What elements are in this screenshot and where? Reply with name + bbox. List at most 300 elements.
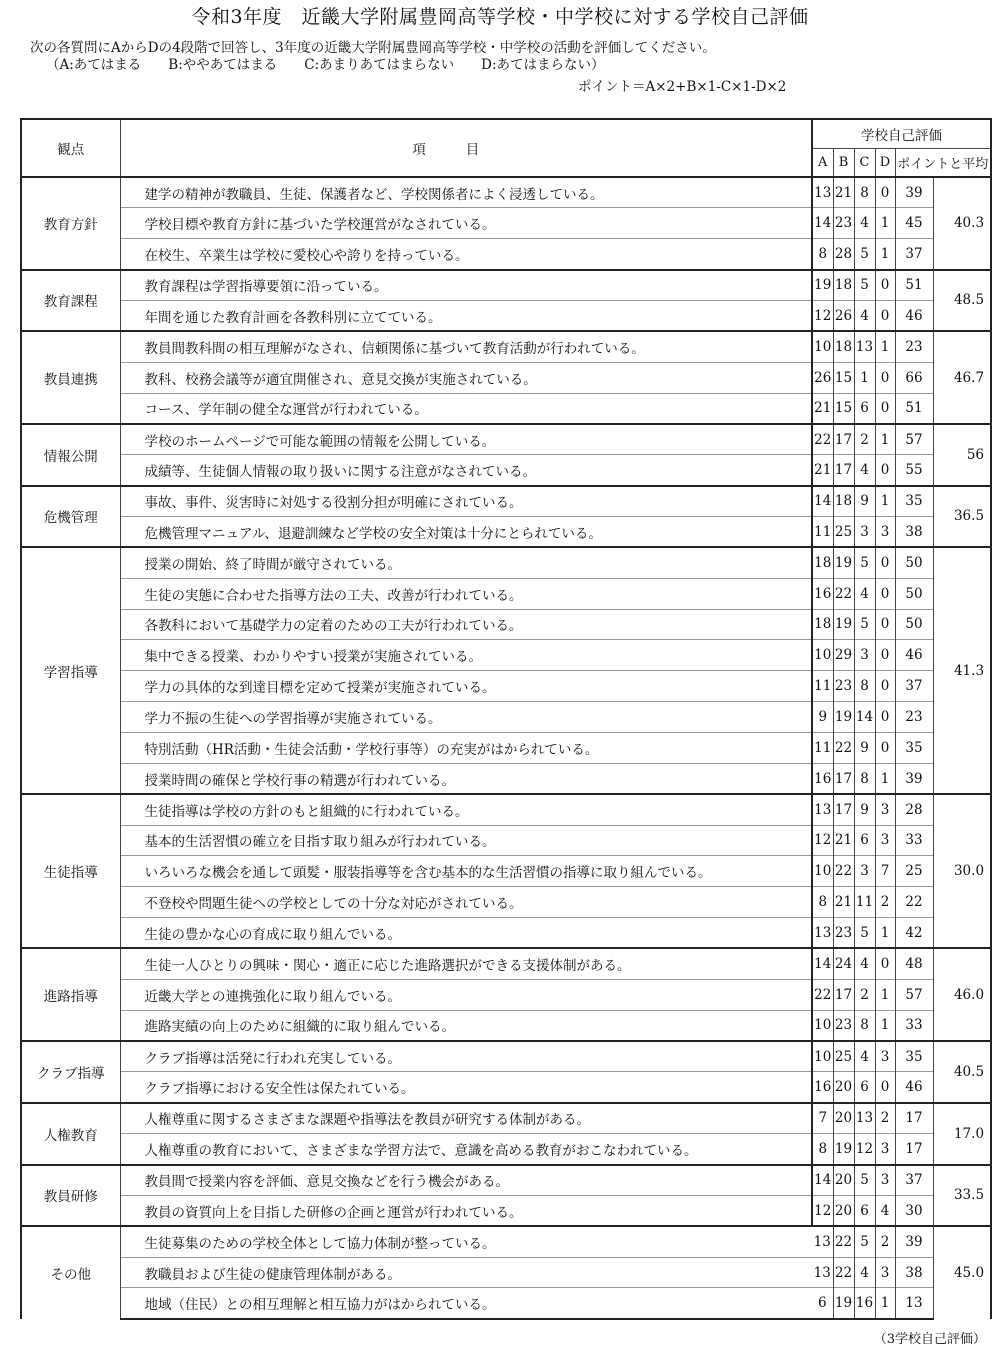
points-cell: 38 xyxy=(895,1257,933,1288)
c-count: 6 xyxy=(854,393,875,424)
instruction-line-2: （A:あてはまる B:ややあてはまる C:あまりあてはまらない D:あてはまらない） xyxy=(46,57,605,73)
d-count: 0 xyxy=(875,640,895,671)
b-count: 19 xyxy=(833,1288,854,1319)
b-count: 20 xyxy=(833,1103,854,1134)
item-cell: クラブ指導は活発に行われ充実している。 xyxy=(120,1041,812,1072)
points-cell: 37 xyxy=(895,1165,933,1196)
a-count: 10 xyxy=(812,640,833,671)
table-row xyxy=(21,1257,991,1288)
a-count: 13 xyxy=(812,1257,833,1288)
table-row xyxy=(21,918,991,949)
a-count: 11 xyxy=(812,516,833,547)
c-count: 13 xyxy=(854,1103,875,1134)
b-count: 19 xyxy=(833,547,854,578)
item-cell: 学校目標や教育方針に基づいた学校運営がなされている。 xyxy=(120,208,812,239)
b-count: 17 xyxy=(833,763,854,794)
b-count: 21 xyxy=(833,177,854,208)
table-row xyxy=(21,609,991,640)
points-cell: 17 xyxy=(895,1134,933,1165)
a-count: 12 xyxy=(812,825,833,856)
points-cell: 39 xyxy=(895,1226,933,1257)
a-count: 14 xyxy=(812,208,833,239)
c-count: 2 xyxy=(854,979,875,1010)
item-cell: 地域（住民）との相互理解と相互協力がはかられている。 xyxy=(120,1288,812,1319)
d-count: 0 xyxy=(875,609,895,640)
a-count: 8 xyxy=(812,239,833,270)
a-count: 14 xyxy=(812,948,833,979)
table-body xyxy=(21,177,991,1319)
table-row xyxy=(21,239,991,270)
c-count: 5 xyxy=(854,918,875,949)
points-cell: 39 xyxy=(895,177,933,208)
table-row xyxy=(21,362,991,393)
points-cell: 45 xyxy=(895,208,933,239)
item-cell: 生徒指導は学校の方針のもと組織的に行われている。 xyxy=(120,794,812,825)
viewpoint-cell: その他 xyxy=(21,1226,120,1319)
average-cell: 41.3 xyxy=(933,547,991,794)
viewpoint-cell: 情報公開 xyxy=(21,424,120,486)
c-count: 5 xyxy=(854,609,875,640)
table-row xyxy=(21,1226,991,1257)
table-row xyxy=(21,1010,991,1041)
item-cell: 成績等、生徒個人情報の取り扱いに関する注意がなされている。 xyxy=(120,455,812,486)
c-count: 5 xyxy=(854,1226,875,1257)
a-count: 14 xyxy=(812,486,833,517)
item-cell: コース、学年制の健全な運営が行われている。 xyxy=(120,393,812,424)
points-cell: 25 xyxy=(895,856,933,887)
d-count: 3 xyxy=(875,825,895,856)
c-count: 4 xyxy=(854,578,875,609)
points-cell: 46 xyxy=(895,1072,933,1103)
item-cell: 教育課程は学習指導要領に沿っている。 xyxy=(120,270,812,301)
d-count: 2 xyxy=(875,887,895,918)
a-count: 18 xyxy=(812,547,833,578)
viewpoint-cell: 教員連携 xyxy=(21,331,120,424)
d-count: 1 xyxy=(875,486,895,517)
c-count: 13 xyxy=(854,331,875,362)
c-count: 9 xyxy=(854,486,875,517)
item-cell: 教職員および生徒の健康管理体制がある。 xyxy=(120,1257,812,1288)
c-count: 3 xyxy=(854,640,875,671)
b-count: 17 xyxy=(833,424,854,455)
c-count: 14 xyxy=(854,702,875,733)
c-count: 4 xyxy=(854,300,875,331)
b-count: 28 xyxy=(833,239,854,270)
b-count: 23 xyxy=(833,208,854,239)
b-count: 21 xyxy=(833,887,854,918)
a-count: 21 xyxy=(812,455,833,486)
b-count: 15 xyxy=(833,362,854,393)
table-row xyxy=(21,1165,991,1196)
points-cell: 38 xyxy=(895,516,933,547)
d-count: 0 xyxy=(875,270,895,301)
d-count: 3 xyxy=(875,1041,895,1072)
a-count: 21 xyxy=(812,393,833,424)
d-count: 0 xyxy=(875,455,895,486)
points-cell: 50 xyxy=(895,578,933,609)
viewpoint-header: 観点 xyxy=(21,119,120,177)
b-count: 20 xyxy=(833,1165,854,1196)
points-cell: 51 xyxy=(895,270,933,301)
table-row xyxy=(21,1134,991,1165)
table-row xyxy=(21,1041,991,1072)
evaluation-table xyxy=(20,118,992,1320)
c-count: 8 xyxy=(854,763,875,794)
c-count: 5 xyxy=(854,270,875,301)
self-evaluation-header: 学校自己評価 xyxy=(812,119,991,148)
points-cell: 66 xyxy=(895,362,933,393)
table-row xyxy=(21,856,991,887)
viewpoint-cell: 教育方針 xyxy=(21,177,120,270)
points-cell: 35 xyxy=(895,1041,933,1072)
table-row xyxy=(21,1072,991,1103)
a-count: 9 xyxy=(812,702,833,733)
b-header: B xyxy=(833,148,854,177)
b-count: 18 xyxy=(833,270,854,301)
table-row xyxy=(21,794,991,825)
item-cell: 教員間で授業内容を評価、意見交換などを行う機会がある。 xyxy=(120,1165,812,1196)
a-header: A xyxy=(812,148,833,177)
average-cell: 40.5 xyxy=(933,1041,991,1103)
b-count: 22 xyxy=(833,578,854,609)
a-count: 16 xyxy=(812,578,833,609)
points-cell: 46 xyxy=(895,640,933,671)
points-cell: 37 xyxy=(895,239,933,270)
d-count: 0 xyxy=(875,671,895,702)
b-count: 15 xyxy=(833,393,854,424)
points-cell: 50 xyxy=(895,609,933,640)
points-cell: 23 xyxy=(895,331,933,362)
points-cell: 35 xyxy=(895,486,933,517)
average-cell: 56 xyxy=(933,424,991,486)
a-count: 6 xyxy=(812,1288,833,1319)
footer-note: （3学校自己評価） xyxy=(873,1332,986,1347)
c-count: 4 xyxy=(854,455,875,486)
viewpoint-cell: 学習指導 xyxy=(21,547,120,794)
c-count: 11 xyxy=(854,887,875,918)
points-cell: 33 xyxy=(895,1010,933,1041)
a-count: 8 xyxy=(812,1134,833,1165)
a-count: 7 xyxy=(812,1103,833,1134)
points-cell: 42 xyxy=(895,918,933,949)
d-count: 1 xyxy=(875,331,895,362)
item-cell: 生徒一人ひとりの興味・関心・適正に応じた進路選択ができる支援体制がある。 xyxy=(120,948,812,979)
item-cell: 教科、校務会議等が適宜開催され、意見交換が実施されている。 xyxy=(120,362,812,393)
b-count: 23 xyxy=(833,1010,854,1041)
c-count: 1 xyxy=(854,362,875,393)
table-row xyxy=(21,424,991,455)
item-cell: 近畿大学との連携強化に取り組んでいる。 xyxy=(120,979,812,1010)
table-row xyxy=(21,455,991,486)
item-cell: 集中できる授業、わかりやすい授業が実施されている。 xyxy=(120,640,812,671)
d-count: 7 xyxy=(875,856,895,887)
table-row xyxy=(21,979,991,1010)
b-count: 22 xyxy=(833,732,854,763)
b-count: 22 xyxy=(833,1226,854,1257)
table-row xyxy=(21,887,991,918)
d-count: 0 xyxy=(875,702,895,733)
d-count: 3 xyxy=(875,1257,895,1288)
c-count: 3 xyxy=(854,516,875,547)
a-count: 13 xyxy=(812,1226,833,1257)
table-row xyxy=(21,702,991,733)
a-count: 26 xyxy=(812,362,833,393)
viewpoint-cell: 危機管理 xyxy=(21,486,120,548)
points-cell: 57 xyxy=(895,979,933,1010)
b-count: 25 xyxy=(833,1041,854,1072)
item-cell: 基本的生活習慣の確立を目指す取り組みが行われている。 xyxy=(120,825,812,856)
instructions xyxy=(30,40,716,74)
instruction-line-1: 次の各質問にAからDの4段階で回答し、3年度の近畿大学附属豊岡高等学校・中学校の活動を評価してください。 xyxy=(30,40,716,56)
table-row xyxy=(21,948,991,979)
item-cell: 教員の資質向上を目指した研修の企画と運営が行われている。 xyxy=(120,1195,812,1226)
d-count: 0 xyxy=(875,393,895,424)
points-cell: 28 xyxy=(895,794,933,825)
points-cell: 55 xyxy=(895,455,933,486)
b-count: 26 xyxy=(833,300,854,331)
table-row xyxy=(21,177,991,208)
b-count: 29 xyxy=(833,640,854,671)
item-cell: 進路実績の向上のために組織的に取り組んでいる。 xyxy=(120,1010,812,1041)
viewpoint-cell: 生徒指導 xyxy=(21,794,120,948)
d-count: 0 xyxy=(875,177,895,208)
table-row xyxy=(21,300,991,331)
points-header: ポイントと平均 xyxy=(895,148,991,177)
item-cell: 不登校や問題生徒への学校としての十分な対応がされている。 xyxy=(120,887,812,918)
table-row xyxy=(21,208,991,239)
b-count: 24 xyxy=(833,948,854,979)
viewpoint-cell: クラブ指導 xyxy=(21,1041,120,1103)
points-cell: 46 xyxy=(895,300,933,331)
d-count: 0 xyxy=(875,732,895,763)
table-row xyxy=(21,578,991,609)
c-count: 4 xyxy=(854,948,875,979)
points-cell: 35 xyxy=(895,732,933,763)
viewpoint-cell: 教育課程 xyxy=(21,270,120,332)
points-cell: 13 xyxy=(895,1288,933,1319)
a-count: 12 xyxy=(812,300,833,331)
d-count: 1 xyxy=(875,763,895,794)
item-cell: 教員間教科間の相互理解がなされ、信頼関係に基づいて教育活動が行われている。 xyxy=(120,331,812,362)
d-count: 0 xyxy=(875,362,895,393)
table-row xyxy=(21,1103,991,1134)
points-cell: 33 xyxy=(895,825,933,856)
c-count: 2 xyxy=(854,424,875,455)
viewpoint-cell: 人権教育 xyxy=(21,1103,120,1165)
table-row xyxy=(21,763,991,794)
b-count: 17 xyxy=(833,455,854,486)
points-cell: 51 xyxy=(895,393,933,424)
b-count: 22 xyxy=(833,856,854,887)
d-count: 0 xyxy=(875,300,895,331)
c-count: 5 xyxy=(854,239,875,270)
average-cell: 45.0 xyxy=(933,1226,991,1319)
b-count: 20 xyxy=(833,1072,854,1103)
b-count: 20 xyxy=(833,1195,854,1226)
b-count: 19 xyxy=(833,702,854,733)
points-cell: 57 xyxy=(895,424,933,455)
average-cell: 17.0 xyxy=(933,1103,991,1165)
viewpoint-cell: 進路指導 xyxy=(21,948,120,1041)
a-count: 14 xyxy=(812,1165,833,1196)
item-cell: 授業の開始、終了時間が厳守されている。 xyxy=(120,547,812,578)
c-count: 6 xyxy=(854,1195,875,1226)
c-count: 4 xyxy=(854,1257,875,1288)
item-cell: 事故、事件、災害時に対処する役割分担が明確にされている。 xyxy=(120,486,812,517)
table-row xyxy=(21,732,991,763)
table-row xyxy=(21,825,991,856)
d-count: 1 xyxy=(875,1288,895,1319)
b-count: 19 xyxy=(833,609,854,640)
item-cell: 建学の精神が教職員、生徒、保護者など、学校関係者によく浸透している。 xyxy=(120,177,812,208)
item-cell: 人権尊重の教育において、さまざまな学習方法で、意識を高める教育がおこなわれている。 xyxy=(120,1134,812,1165)
item-cell: 生徒募集のための学校全体として協力体制が整っている。 xyxy=(120,1226,812,1257)
d-count: 0 xyxy=(875,578,895,609)
d-count: 3 xyxy=(875,794,895,825)
b-count: 18 xyxy=(833,486,854,517)
c-count: 12 xyxy=(854,1134,875,1165)
a-count: 11 xyxy=(812,671,833,702)
item-header: 項目 xyxy=(120,119,812,177)
c-count: 9 xyxy=(854,732,875,763)
a-count: 13 xyxy=(812,794,833,825)
table-row xyxy=(21,547,991,578)
average-cell: 30.0 xyxy=(933,794,991,948)
a-count: 8 xyxy=(812,887,833,918)
a-count: 22 xyxy=(812,424,833,455)
points-cell: 30 xyxy=(895,1195,933,1226)
d-count: 1 xyxy=(875,918,895,949)
item-cell: 在校生、卒業生は学校に愛校心や誇りを持っている。 xyxy=(120,239,812,270)
item-cell: 授業時間の確保と学校行事の精選が行われている。 xyxy=(120,763,812,794)
table-row xyxy=(21,640,991,671)
points-cell: 37 xyxy=(895,671,933,702)
d-count: 3 xyxy=(875,1134,895,1165)
item-cell: 生徒の豊かな心の育成に取り組んでいる。 xyxy=(120,918,812,949)
d-count: 4 xyxy=(875,1195,895,1226)
d-count: 1 xyxy=(875,239,895,270)
d-count: 3 xyxy=(875,516,895,547)
item-cell: 生徒の実態に合わせた指導方法の工夫、改善が行われている。 xyxy=(120,578,812,609)
points-cell: 50 xyxy=(895,547,933,578)
c-count: 5 xyxy=(854,1165,875,1196)
a-count: 22 xyxy=(812,979,833,1010)
table-row xyxy=(21,671,991,702)
a-count: 13 xyxy=(812,177,833,208)
table-row xyxy=(21,270,991,301)
table-row xyxy=(21,1288,991,1319)
c-count: 5 xyxy=(854,547,875,578)
a-count: 11 xyxy=(812,732,833,763)
average-cell: 46.7 xyxy=(933,331,991,424)
a-count: 18 xyxy=(812,609,833,640)
d-header: D xyxy=(875,148,895,177)
item-cell: 人権尊重に関するさまざまな課題や指導法を教員が研究する体制がある。 xyxy=(120,1103,812,1134)
average-cell: 46.0 xyxy=(933,948,991,1041)
d-count: 1 xyxy=(875,979,895,1010)
points-cell: 48 xyxy=(895,948,933,979)
a-count: 13 xyxy=(812,918,833,949)
page-title: 令和3年度 近畿大学附属豊岡高等学校・中学校に対する学校自己評価 xyxy=(191,6,809,28)
b-count: 19 xyxy=(833,1134,854,1165)
table-row xyxy=(21,486,991,517)
d-count: 1 xyxy=(875,424,895,455)
a-count: 10 xyxy=(812,331,833,362)
c-count: 4 xyxy=(854,208,875,239)
points-cell: 23 xyxy=(895,702,933,733)
table-row xyxy=(21,331,991,362)
item-cell: クラブ指導における安全性は保たれている。 xyxy=(120,1072,812,1103)
d-count: 2 xyxy=(875,1103,895,1134)
a-count: 10 xyxy=(812,1041,833,1072)
item-cell: 学力不振の生徒への学習指導が実施されている。 xyxy=(120,702,812,733)
table-row xyxy=(21,1195,991,1226)
item-cell: 各教科において基礎学力の定着のための工夫が行われている。 xyxy=(120,609,812,640)
item-cell: 特別活動（HR活動・生徒会活動・学校行事等）の充実がはかられている。 xyxy=(120,732,812,763)
b-count: 21 xyxy=(833,825,854,856)
a-count: 16 xyxy=(812,1072,833,1103)
b-count: 17 xyxy=(833,979,854,1010)
c-count: 16 xyxy=(854,1288,875,1319)
b-count: 23 xyxy=(833,918,854,949)
c-count: 4 xyxy=(854,1041,875,1072)
b-count: 23 xyxy=(833,671,854,702)
c-count: 8 xyxy=(854,1010,875,1041)
average-cell: 48.5 xyxy=(933,270,991,332)
c-count: 6 xyxy=(854,1072,875,1103)
d-count: 0 xyxy=(875,547,895,578)
points-cell: 17 xyxy=(895,1103,933,1134)
d-count: 2 xyxy=(875,1226,895,1257)
viewpoint-cell: 教員研修 xyxy=(21,1165,120,1227)
points-formula: ポイント＝A×2+B×1-C×1-D×2 xyxy=(578,79,787,95)
average-cell: 40.3 xyxy=(933,177,991,270)
c-count: 8 xyxy=(854,671,875,702)
item-cell: いろいろな機会を通して頭髪・服装指導等を含む基本的な生活習慣の指導に取り組んでいる。 xyxy=(120,856,812,887)
table-row xyxy=(21,393,991,424)
table-row xyxy=(21,516,991,547)
item-cell: 学校のホームページで可能な範囲の情報を公開している。 xyxy=(120,424,812,455)
d-count: 0 xyxy=(875,948,895,979)
item-cell: 危機管理マニュアル、退避訓練など学校の安全対策は十分にとられている。 xyxy=(120,516,812,547)
header-row xyxy=(21,119,991,148)
c-header: C xyxy=(854,148,875,177)
a-count: 10 xyxy=(812,1010,833,1041)
d-count: 1 xyxy=(875,208,895,239)
item-cell: 学力の具体的な到達目標を定めて授業が実施されている。 xyxy=(120,671,812,702)
b-count: 25 xyxy=(833,516,854,547)
item-cell: 年間を通じた教育計画を各教科別に立てている。 xyxy=(120,300,812,331)
b-count: 17 xyxy=(833,794,854,825)
d-count: 1 xyxy=(875,1010,895,1041)
a-count: 10 xyxy=(812,856,833,887)
average-cell: 36.5 xyxy=(933,486,991,548)
c-count: 8 xyxy=(854,177,875,208)
d-count: 0 xyxy=(875,1072,895,1103)
d-count: 3 xyxy=(875,1165,895,1196)
points-cell: 22 xyxy=(895,887,933,918)
b-count: 22 xyxy=(833,1257,854,1288)
points-cell: 39 xyxy=(895,763,933,794)
b-count: 18 xyxy=(833,331,854,362)
c-count: 6 xyxy=(854,825,875,856)
average-cell: 33.5 xyxy=(933,1165,991,1227)
a-count: 12 xyxy=(812,1195,833,1226)
c-count: 3 xyxy=(854,856,875,887)
c-count: 9 xyxy=(854,794,875,825)
a-count: 16 xyxy=(812,763,833,794)
a-count: 19 xyxy=(812,270,833,301)
